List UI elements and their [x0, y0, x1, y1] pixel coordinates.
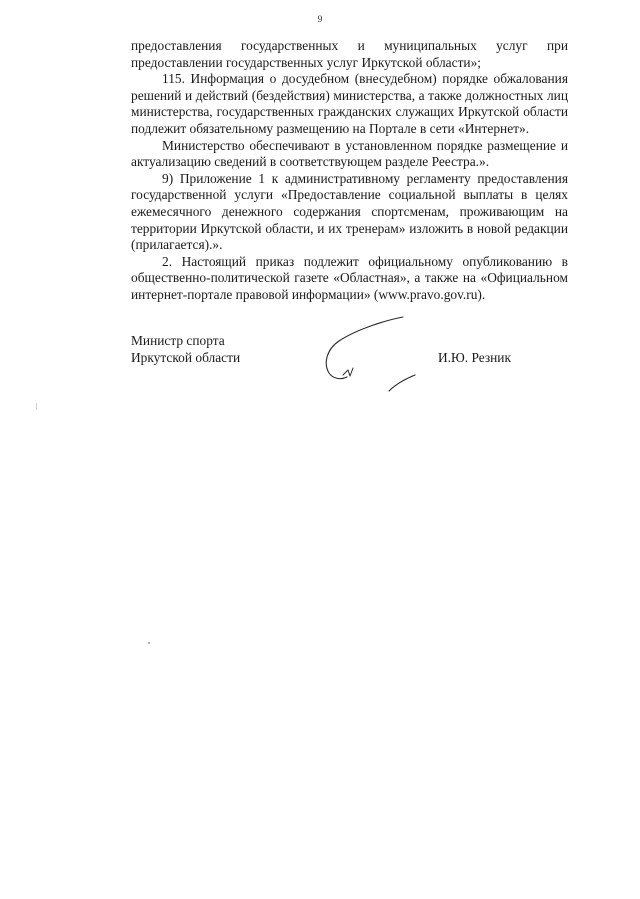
signature-small-stroke	[343, 368, 353, 376]
paragraph-continuation-line-2: предоставлении государственных услуг Иркутской области»;	[131, 54, 482, 70]
handwritten-signature	[317, 313, 417, 393]
signature-main-stroke	[326, 317, 403, 379]
document-body	[131, 38, 568, 304]
page-number: 9	[317, 15, 323, 25]
paragraph-item-9: 9) Приложение 1 к административному регламенту предоставления государственной услуги «Предоставление социальной выплаты в целях ежемесячного денежного содержания спортсменам, проживающим на территории Иркутской области, и их тренерам» изложить в новой редакции (прилагается).».	[131, 170, 568, 253]
signatory-title	[131, 333, 240, 366]
signatory-title-line-2: Иркутской области	[131, 349, 241, 365]
scan-edge-mark	[36, 403, 37, 410]
paragraph-115: 115. Информация о досудебном (внесудебном) порядке обжалования решений и действий (бездействия) министерства, а также должностных лиц министерства, государственных гражданских служащих Иркутской области подлежит обязательному размещению на Портале в сети «Интернет».	[131, 71, 568, 136]
paragraph-item-2: 2. Настоящий приказ подлежит официальному опубликованию в общественно-политической газете «Областная», а также на «Официальном интернет-портале правовой информации» (www.pravo.gov.ru).	[131, 253, 568, 302]
signatory-name: И.Ю. Резник	[438, 349, 511, 365]
scan-speck	[148, 642, 150, 644]
signature-flourish-stroke	[389, 375, 415, 391]
paragraph-continuation-line-1: предоставления государственных и муниципальных услуг при	[131, 38, 568, 53]
paragraph-ministry-obligation: Министерство обеспечивают в установленном порядке размещение и актуализацию сведений в соответствующем разделе Реестра.».	[131, 137, 568, 170]
signatory-title-line-1: Министр спорта	[131, 333, 225, 348]
